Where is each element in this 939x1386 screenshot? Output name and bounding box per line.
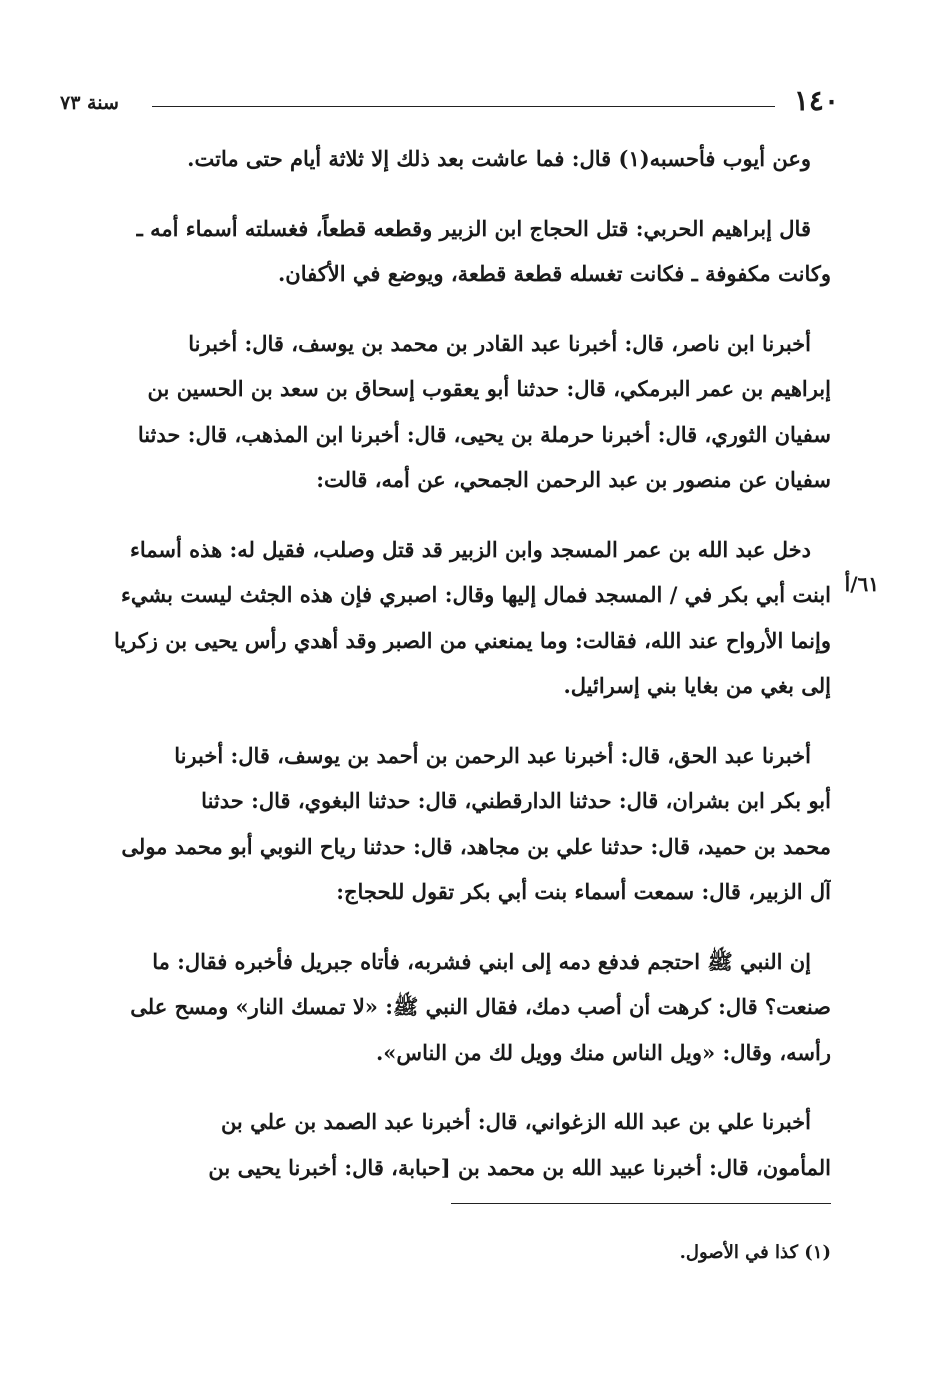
paragraph — [91, 733, 831, 915]
header-rule — [152, 106, 775, 107]
paragraph — [91, 321, 831, 503]
text-line: أبو بكر ابن بشران، قال: حدثنا الدارقطني، قال: حدثنا البغوي، قال: حدثنا — [201, 788, 831, 813]
footnote-rule — [451, 1203, 831, 1204]
text-line: أخبرنا عبد الحق، قال: أخبرنا عبد الرحمن بن أحمد بن يوسف، قال: أخبرنا — [174, 742, 811, 768]
paragraph — [91, 206, 831, 297]
text-line: صنعت؟ قال: كرهت أن أصب دمك، فقال النبي ﷺ: «لا تمسك النار» ومسح على — [130, 994, 831, 1019]
text-line: وكانت مكفوفة ـ فكانت تغسله قطعة قطعة، ويوضع في الأكفان. — [277, 261, 831, 286]
text-line: وإنما الأرواح عند الله، فقالت: وما يمنعني من الصبر وقد أهدي رأس يحيى بن زكريا — [113, 627, 831, 653]
text-line: إن النبي ﷺ احتجم فدفع دمه إلى ابني فشربه، فأتاه جبريل فأخبره فقال: ما — [152, 948, 811, 974]
page-header — [60, 84, 839, 124]
paragraph — [91, 136, 831, 182]
text-line: قال إبراهيم الحربي: قتل الحجاج ابن الزبير وقطعه قطعاً، فغسلته أسماء أمه ـ — [136, 215, 811, 241]
text-line: سفيان الثوري، قال: أخبرنا حرملة بن يحيى، قال: أخبرنا ابن المذهب، قال: حدثنا — [137, 421, 831, 447]
text-line: أخبرنا ابن ناصر، قال: أخبرنا عبد القادر بن محمد بن يوسف، قال: أخبرنا — [188, 330, 811, 356]
text-line: وعن أيوب فأحسبه(١) قال: فما عاشت بعد ذلك إلا ثلاثة أيام حتى ماتت. — [187, 146, 811, 171]
paragraph — [91, 1099, 831, 1190]
main-text — [91, 136, 831, 1214]
running-head: سنة ٧٣ — [60, 92, 119, 114]
paragraph — [91, 939, 831, 1076]
text-line: إلى بغي من بغايا بني إسرائيل. — [563, 673, 831, 698]
text-line: ابنت أبي بكر في / المسجد فمال إليها وقال: اصبري فإن هذه الجثث ليست بشيء — [121, 582, 831, 607]
page-number: ١٤٠ — [793, 84, 839, 117]
text-line: آل الزبير، قال: سمعت أسماء بنت أبي بكر تقول للحجاج: — [336, 879, 831, 904]
margin-folio-reference: ٦١/أ — [844, 572, 879, 596]
text-line: محمد بن حميد، قال: حدثنا علي بن مجاهد، قال: حدثنا رياح النوبي أبو محمد مولى — [121, 833, 831, 859]
footnote: (١) كذا في الأصول. — [679, 1242, 831, 1263]
paragraph — [91, 527, 831, 709]
text-line: المأمون، قال: أخبرنا عبيد الله بن محمد بن [حبابة، قال: أخبرنا يحيى بن — [208, 1154, 831, 1180]
text-line: أخبرنا علي بن عبد الله الزغواني، قال: أخبرنا عبد الصمد بن علي بن — [220, 1109, 811, 1134]
text-line: رأسه، وقال: «ويل الناس منك وويل لك من الناس». — [376, 1039, 831, 1065]
text-line: إبراهيم بن عمر البرمكي، قال: حدثنا أبو يعقوب إسحاق بن سعد بن الحسين بن — [147, 376, 831, 401]
text-line: سفيان عن منصور بن عبد الرحمن الجمحي، عن أمه، قالت: — [316, 467, 831, 492]
text-line: دخل عبد الله بن عمر المسجد وابن الزبير قد قتل وصلب، فقيل له: هذه أسماء — [129, 536, 811, 562]
